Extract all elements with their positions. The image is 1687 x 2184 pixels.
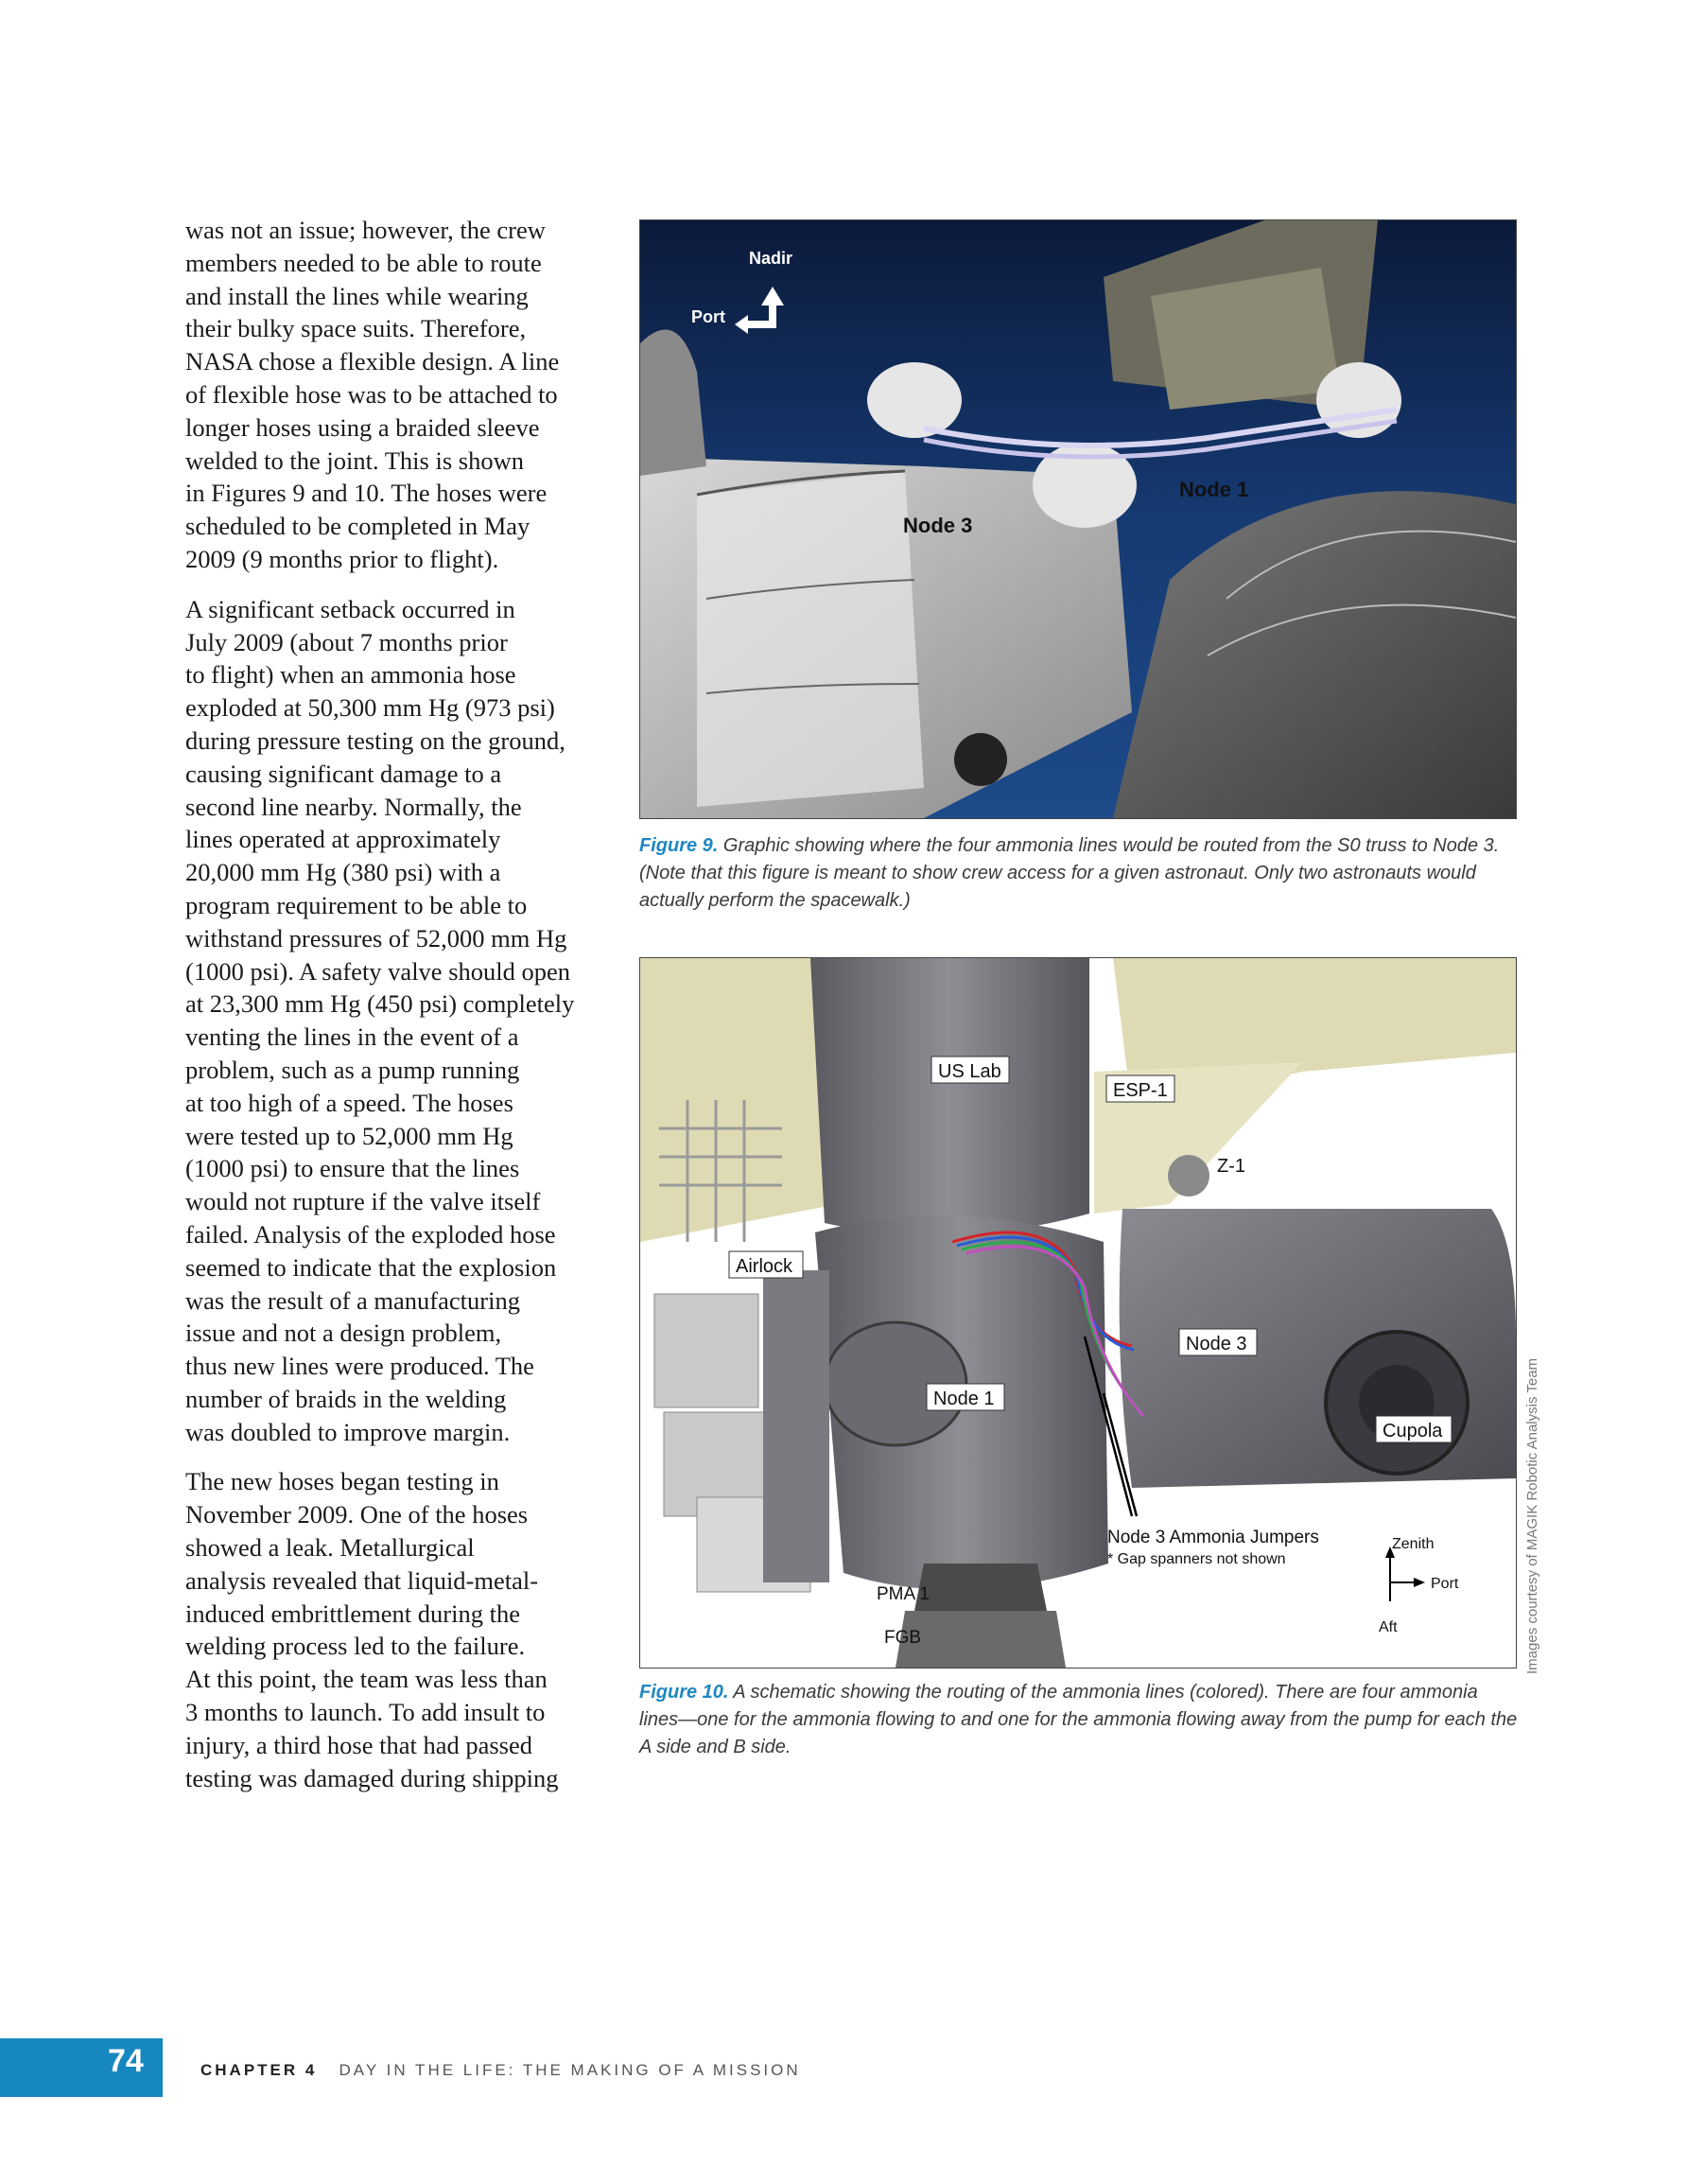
figure-10-image xyxy=(639,957,1517,1669)
fig10-esp1-label: ESP-1 xyxy=(1113,1080,1168,1101)
paragraph-3: The new hoses began testing in November 2009. One of the hoses showed a leak. Metallurgical analysis revealed that liquid-metal- induced embrittlement during the welding process led to the failure. At this point, the team was less than 3 months to launch. To add insult to injury, a third hose that had passed testing was damaged during shipping xyxy=(185,1467,559,1792)
figure-9-image xyxy=(639,219,1517,819)
fig10-cupola-label-box xyxy=(1376,1416,1452,1442)
figure-9-render xyxy=(640,220,1516,818)
fig10-airlock-label: Airlock xyxy=(736,1256,793,1277)
fig9-node1-label: Node 1 xyxy=(1179,478,1249,501)
fig10-node3-label-box xyxy=(1179,1329,1257,1355)
chapter-title: DAY IN THE LIFE: THE MAKING OF A MISSION xyxy=(339,2061,801,2079)
paragraph-1: was not an issue; however, the crew members needed to be able to route and install the lines while wearing their bulky space suits. Therefore, NASA chose a flexible design. A line of flexible hose was to be attached to longer hoses using a braided sleeve welded to the joint. This is shown in Figures 9 and 10. The hoses were scheduled to be completed in May 2009 (9 months prior to flight). xyxy=(185,216,560,573)
paragraph-2: A significant setback occurred in July 2009 (about 7 months prior to flight) when an ammonia hose exploded at 50,300 mm Hg (973 psi) during pressure testing on the ground, causing significant damage to a second line nearby. Normally, the lines operated at approximately 20,000 mm Hg (380 psi) with a program requirement to be able to withstand pressures of 52,000 mm Hg (1000 psi). A safety valve should open at 23,300 mm Hg (450 psi) completely venting the lines in the event of a problem, such as a pump running at too high of a speed. The hoses were tested up to 52,000 mm Hg (1000 psi) to ensure that the lines would not rupture if the valve itself failed. Analysis of the exploded hose seemed to indicate that the explosion was the result of a manufacturing issue and not a design problem, thus new lines were produced. The number of braids in the welding was doubled to improve margin. xyxy=(185,594,575,1446)
figure-9-caption xyxy=(639,832,1519,915)
fig10-gap-note: * Gap spanners not shown xyxy=(1107,1551,1286,1567)
fig9-nadir-label: Nadir xyxy=(749,249,793,268)
running-footer xyxy=(200,2061,801,2080)
fig10-port-label: Port xyxy=(1431,1576,1459,1592)
figure-10-render xyxy=(640,958,1516,1668)
image-credit: Images courtesy of MAGIK Robotic Analysis Team xyxy=(1524,1357,1540,1674)
fig10-aft-label: Aft xyxy=(1379,1619,1398,1635)
fig10-cupola-label: Cupola xyxy=(1383,1421,1443,1441)
fig10-esp1-label-box xyxy=(1106,1075,1174,1102)
fig10-node1-label-box xyxy=(927,1384,1004,1410)
figure-9-caption-label: Figure 9. xyxy=(639,835,719,856)
fig10-z1-label: Z-1 xyxy=(1217,1156,1245,1177)
fig10-node1-label: Node 1 xyxy=(933,1389,995,1409)
fig10-airlock-label-box xyxy=(729,1251,803,1278)
page-number: 74 xyxy=(108,2043,144,2079)
figure-10-caption xyxy=(639,1679,1519,1761)
figure-10-caption-text: A schematic showing the routing of the ammonia lines (colored). There are four ammonia lines—one for the ammonia flowing to and one for the ammonia flowing away from the pump for each the A side and B side. xyxy=(639,1682,1518,1757)
fig10-fgb-label: FGB xyxy=(884,1628,922,1648)
chapter-label: CHAPTER 4 xyxy=(200,2061,318,2079)
fig9-node3-label: Node 3 xyxy=(903,514,973,537)
fig9-port-label: Port xyxy=(691,307,725,326)
body-text-column xyxy=(185,214,611,1811)
fig10-pma1-label: PMA 1 xyxy=(877,1584,930,1604)
fig10-node3-label: Node 3 xyxy=(1186,1334,1247,1354)
fig10-us-lab-label: US Lab xyxy=(938,1061,1001,1082)
fig10-us-lab-label-box xyxy=(931,1057,1009,1083)
fig10-zenith-label: Zenith xyxy=(1392,1536,1435,1552)
figure-9-caption-text: Graphic showing where the four ammonia lines would be routed from the S0 truss to Node 3. (Note that this figure is meant to show crew access for a given astronaut. Only two astronauts would actually perform the spacewalk.) xyxy=(639,835,1500,911)
fig10-jumpers-label: Node 3 Ammonia Jumpers xyxy=(1107,1528,1319,1547)
figure-10-caption-label: Figure 10. xyxy=(639,1682,729,1703)
